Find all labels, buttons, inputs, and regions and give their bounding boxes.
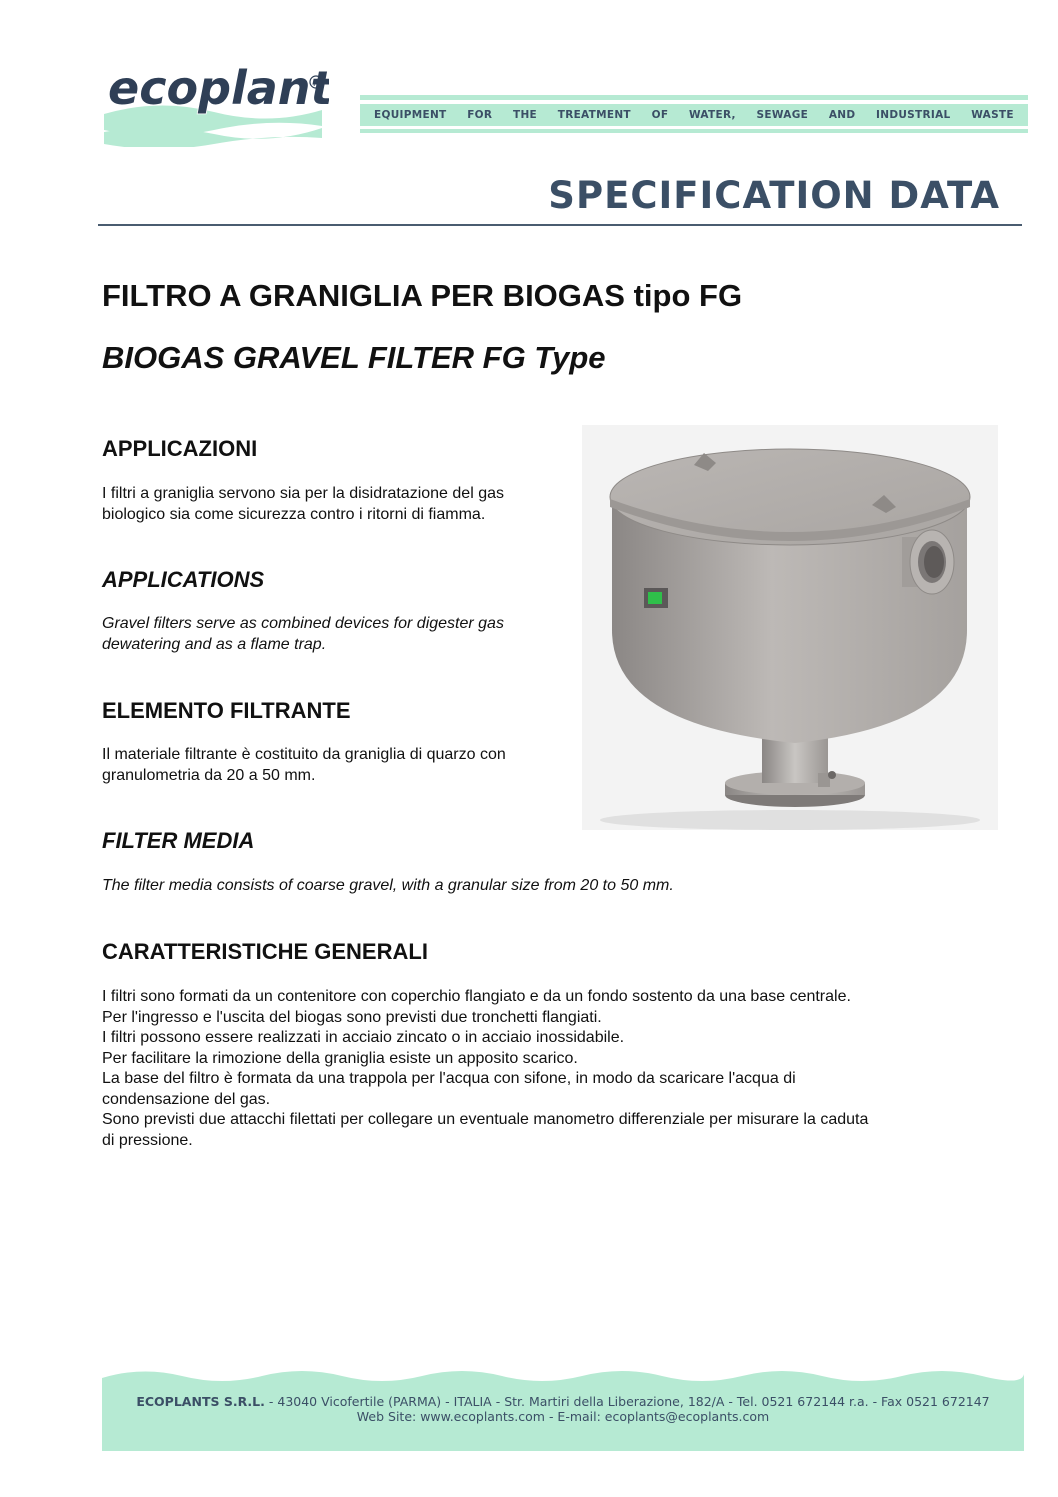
footer-address: - 43040 Vicofertile (PARMA) - ITALIA - Str. Martiri della Liberazione, 182/A - Tel. 0521 672144 r.a. - Fax 0521 672147 [264, 1394, 990, 1409]
tagline-word: WASTE [971, 109, 1014, 121]
specification-data-title: SPECIFICATION DATA [548, 174, 1000, 217]
heading-caratteristiche-generali: CARATTERISTICHE GENERALI [102, 939, 428, 964]
text-line: Per l'ingresso e l'uscita del biogas sono previsti due tronchetti flangiati. [102, 1008, 602, 1026]
title-english: BIOGAS GRAVEL FILTER FG Type [102, 340, 606, 375]
text-line: I filtri possono essere realizzati in acciaio zincato o in acciaio inossidabile. [102, 1029, 625, 1046]
tagline-band [360, 95, 1028, 133]
heading-elemento-filtrante: ELEMENTO FILTRANTE [102, 698, 351, 723]
ecoplants-logo [104, 52, 329, 147]
svg-text:R: R [313, 79, 319, 88]
tagline-word: EQUIPMENT [374, 109, 447, 121]
text-elemento-filtrante [102, 745, 562, 786]
text-caratteristiche-generali [102, 987, 1002, 1151]
text-line: Il materiale filtrante è costituito da graniglia di quarzo con [102, 746, 506, 763]
text-filter-media [102, 876, 902, 897]
tagline-word: FOR [467, 109, 493, 121]
footer-web-line: Web Site: www.ecoplants.com - E-mail: ecoplants@ecoplants.com [356, 1409, 770, 1424]
text-line: condensazione del gas. [102, 1090, 271, 1108]
text-applicazioni [102, 484, 562, 525]
text-line: granulometria da 20 a 50 mm. [102, 766, 316, 784]
heading-applicazioni: APPLICAZIONI [102, 436, 258, 461]
footer-company: ECOPLANTS S.R.L. [136, 1394, 265, 1409]
tagline-word: INDUSTRIAL [876, 109, 951, 121]
text-line: di pressione. [102, 1131, 193, 1149]
tagline-word: AND [828, 109, 856, 121]
text-line: Gravel filters serve as combined devices for digester gas [102, 615, 504, 632]
text-line: biologico sia come sicurezza contro i ritorni di fiamma. [102, 505, 486, 523]
tagline-word: WATER, [689, 109, 736, 121]
tagline-word: OF [651, 109, 669, 121]
text-line: La base del filtro è formata da una trappola per l'acqua con sifone, in modo da scaricare l'acqua di [102, 1070, 796, 1087]
text-line: I filtri a graniglia servono sia per la disidratazione del gas [102, 485, 504, 502]
footer [102, 1366, 1024, 1451]
footer-text [102, 1394, 1024, 1424]
tagline-word: THE [513, 109, 538, 121]
text-line: Sono previsti due attacchi filettati per collegare un eventuale manometro differenziale per misurare la caduta [102, 1111, 869, 1128]
tagline-word: SEWAGE [756, 109, 809, 121]
gravel-filter-image [582, 425, 998, 830]
header-divider [98, 224, 1022, 226]
text-line: I filtri sono formati da un contenitore con coperchio flangiato e da un fondo sostento da una base centrale. [102, 988, 851, 1005]
tagline-word: TREATMENT [557, 109, 631, 121]
heading-applications: APPLICATIONS [102, 567, 265, 592]
title-italian: FILTRO A GRANIGLIA PER BIOGAS tipo FG [102, 278, 743, 313]
logo-wordmark: ecoplan [108, 61, 311, 115]
text-line: dewatering and as a flame trap. [102, 635, 327, 653]
footer-address-line [102, 1394, 1024, 1409]
text-applications [102, 614, 562, 655]
text-line: Per facilitare la rimozione della graniglia esiste un apposito scarico. [102, 1049, 578, 1067]
text-line: The filter media consists of coarse gravel, with a granular size from 20 to 50 mm. [102, 877, 674, 894]
tagline [360, 108, 1028, 122]
heading-filter-media: FILTER MEDIA [102, 828, 255, 853]
